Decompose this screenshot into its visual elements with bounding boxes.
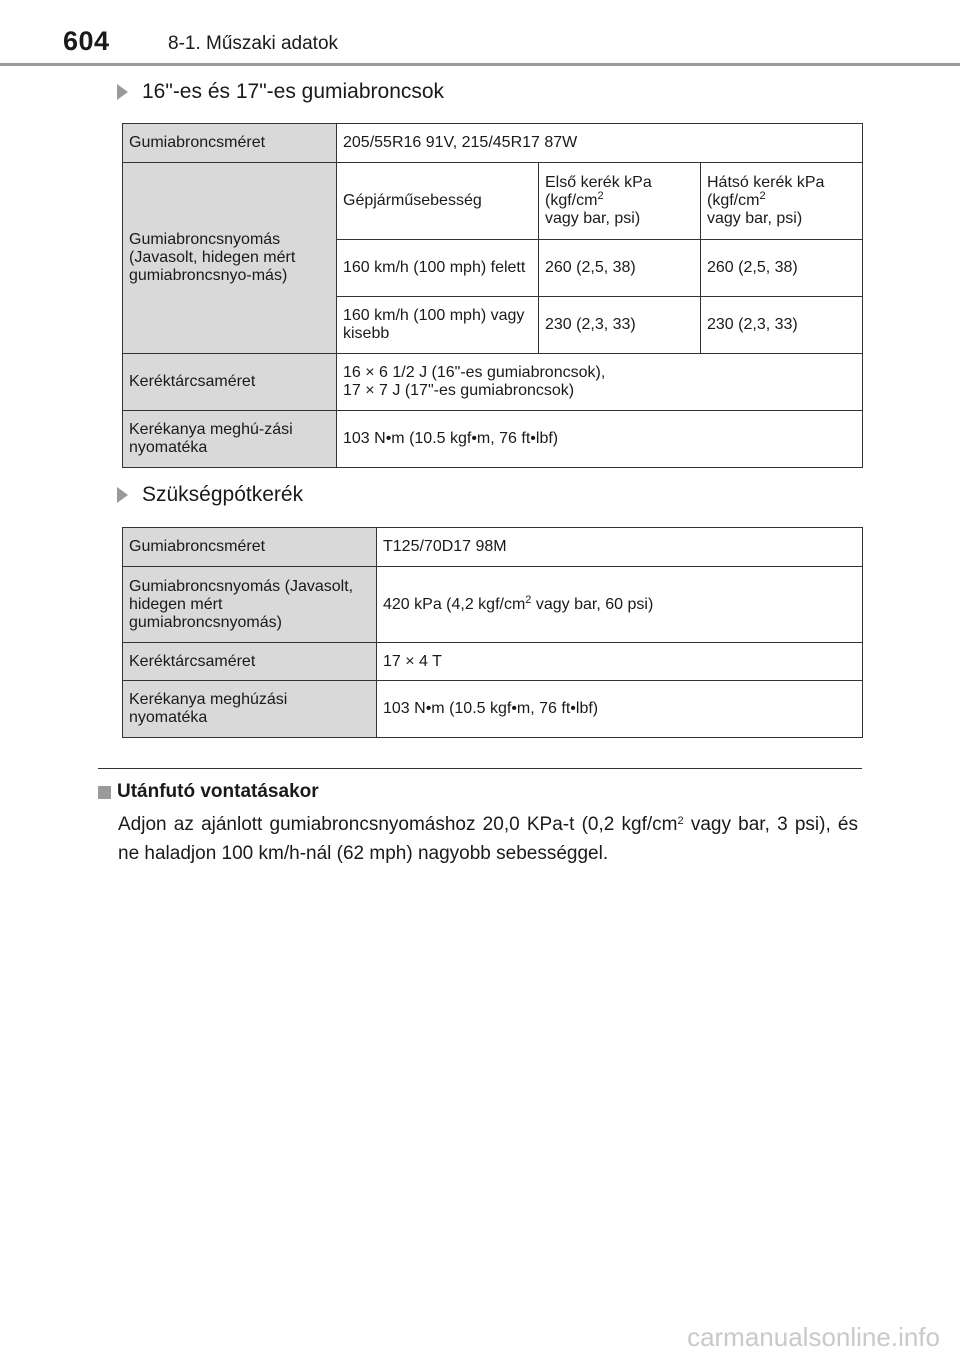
wheel-size-value: 17 × 4 T	[377, 643, 863, 681]
triangle-bullet-icon	[117, 487, 128, 503]
torque-label: Kerékanya meghú-zási nyomatéka	[123, 411, 337, 468]
torque-value: 103 N•m (10.5 kgf•m, 76 ft•lbf)	[337, 411, 863, 468]
spare-tire-table	[122, 527, 863, 738]
chapter-title: 8-1. Műszaki adatok	[168, 33, 339, 54]
note-text: Adjon az ajánlott gumiabroncsnyomáshoz 20,0 KPa-t (0,2 kgf/$cm^2$ vagy bar, 3 psi), és ne haladjon 100 km/h-nál (62 mph) nagyobb sebességgel.	[118, 814, 859, 864]
table-row	[123, 124, 863, 163]
header-divider	[0, 63, 960, 66]
tire-size-value: 205/55R16 91V, 215/45R17 87W	[337, 124, 863, 163]
table-row	[123, 567, 863, 643]
torque-value: 103 N•m (10.5 kgf•m, 76 ft•lbf)	[377, 681, 863, 738]
page-number: 604	[63, 26, 110, 56]
wheel-size-label: Keréktárcsaméret	[123, 643, 377, 681]
tire-spec-table	[122, 123, 863, 468]
tire-size-label: Gumiabroncsméret	[123, 124, 337, 163]
rear-pressure-value: 260 (2,5, 38)	[701, 240, 863, 297]
page-header	[0, 0, 960, 66]
rear-wheel-header: Hátsó kerék kPa ($kgf/cm^2$ vagy bar, psi)	[701, 163, 863, 240]
tire-size-label: Gumiabroncsméret	[123, 528, 377, 567]
torque-label: Kerékanya meghúzási nyomatéka	[123, 681, 377, 738]
watermark: carmanualsonline.info	[687, 1322, 940, 1352]
table-row	[123, 411, 863, 468]
front-wheel-header: Első kerék kPa ($kgf/cm^2$ vagy bar, psi)	[539, 163, 701, 240]
note-title: Utánfutó vontatásakor	[98, 781, 319, 803]
table-row	[123, 643, 863, 681]
square-bullet-icon	[98, 786, 111, 799]
table-row	[123, 354, 863, 411]
front-pressure-value: 230 (2,3, 33)	[539, 297, 701, 354]
table-row	[123, 528, 863, 567]
tire-size-value: T125/70D17 98M	[377, 528, 863, 567]
section-divider	[98, 768, 862, 769]
speed-value: 160 km/h (100 mph) vagy kisebb	[337, 297, 539, 354]
section-title-text: 16"-es és 17"-es gumiabroncsok	[142, 80, 445, 103]
pressure-label: Gumiabroncsnyomás (Javasolt, hidegen mért gumiabroncsnyo-más)	[123, 163, 337, 354]
front-pressure-value: 260 (2,5, 38)	[539, 240, 701, 297]
speed-header: Gépjárműsebesség	[337, 163, 539, 240]
wheel-size-label: Keréktárcsaméret	[123, 354, 337, 411]
section-title-spare	[117, 483, 303, 507]
pressure-value: 420 kPa (4,2 kgf/$cm^2$ vagy bar, 60 psi)	[377, 567, 863, 643]
triangle-bullet-icon	[117, 84, 128, 100]
wheel-size-value: 16 × 6 1/2 J (16"-es gumiabroncsok), 17 × 7 J (17"-es gumiabroncsok)	[337, 354, 863, 411]
table-row	[123, 681, 863, 738]
speed-value: 160 km/h (100 mph) felett	[337, 240, 539, 297]
section-title-text: Szükségpótkerék	[142, 483, 304, 506]
rear-pressure-value: 230 (2,3, 33)	[701, 297, 863, 354]
section-title-tires	[117, 80, 444, 104]
table-row	[123, 163, 863, 240]
pressure-label: Gumiabroncsnyomás (Javasolt, hidegen mért gumiabroncsnyomás)	[123, 567, 377, 643]
